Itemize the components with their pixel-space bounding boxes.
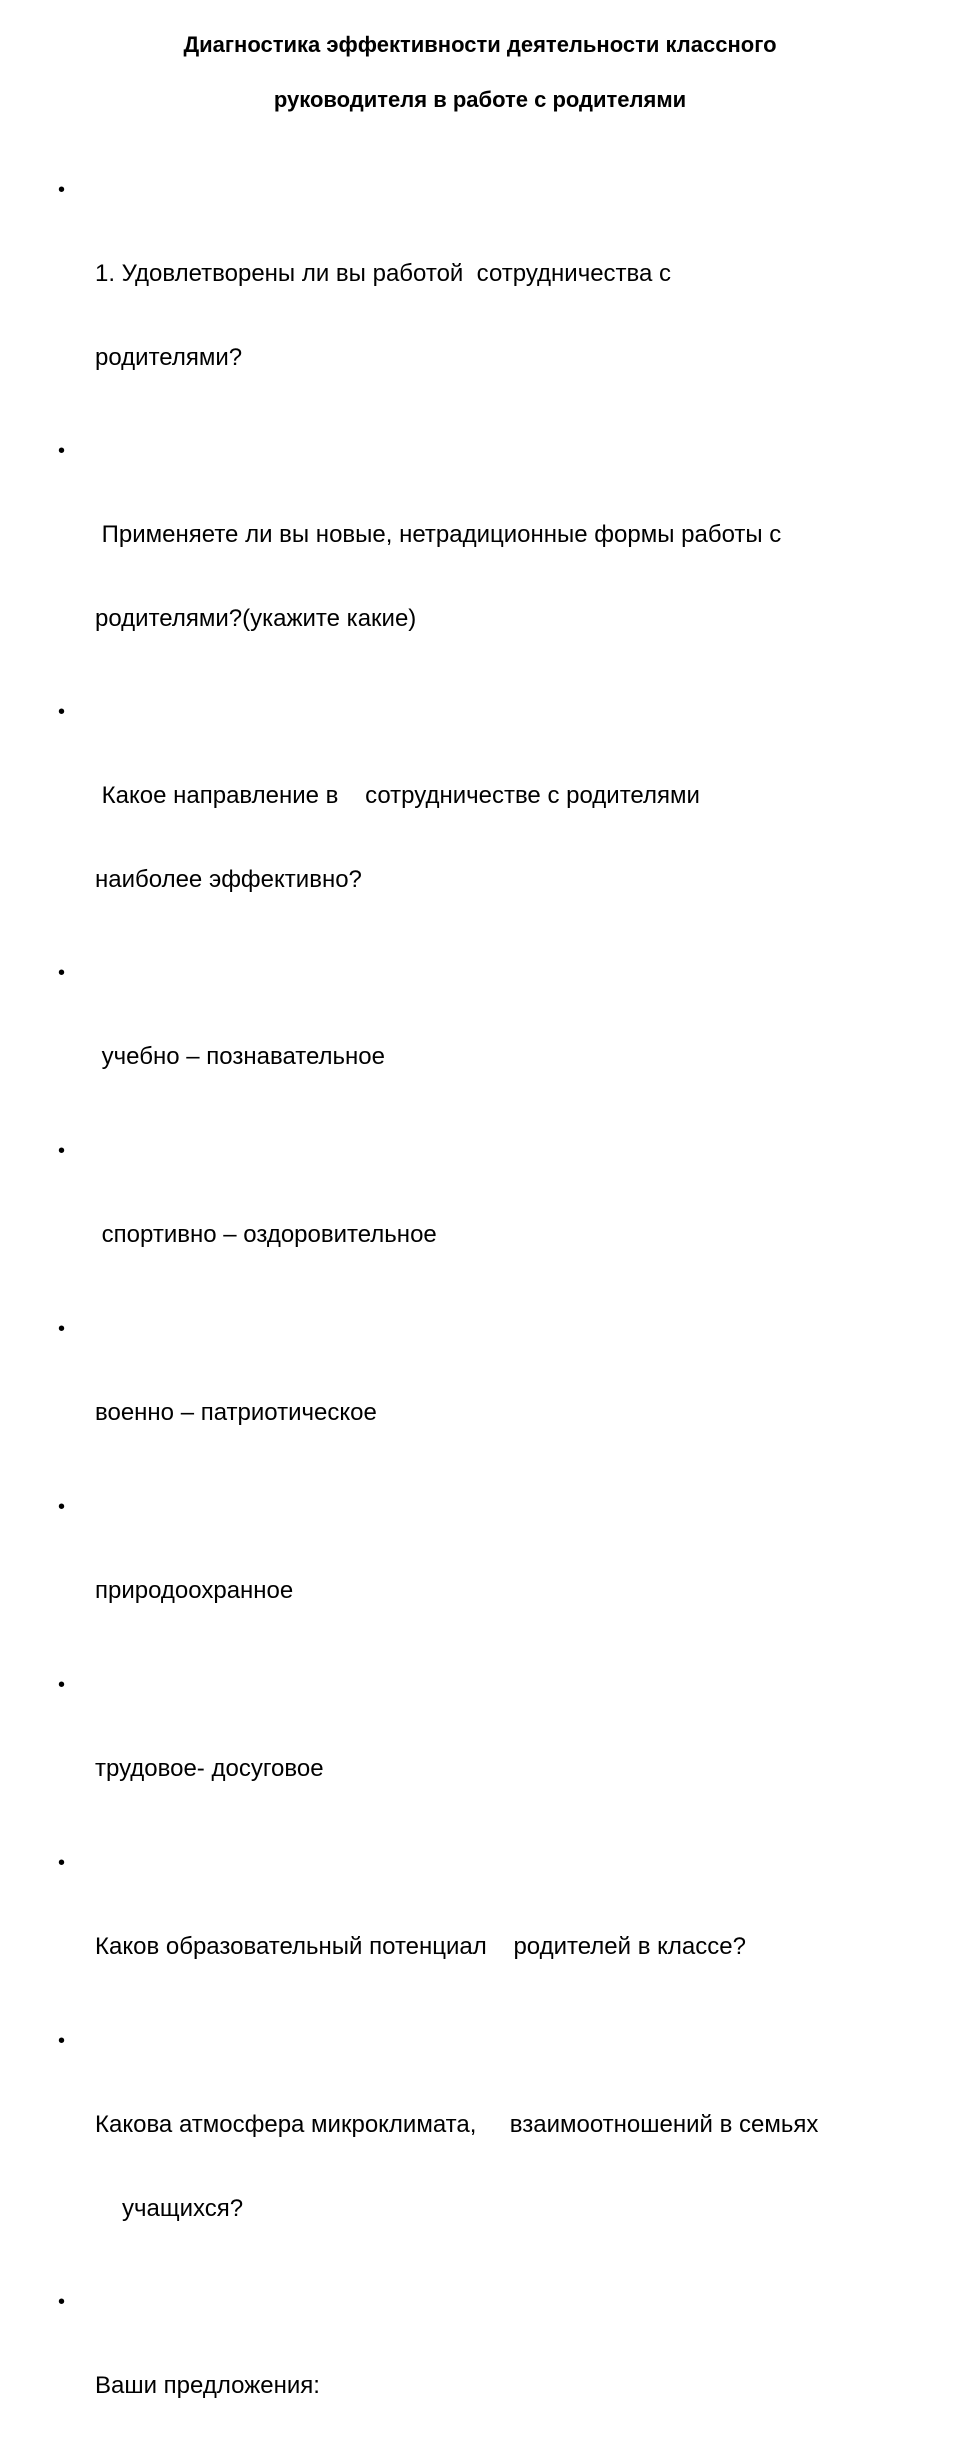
- list-item-line: природоохранное: [95, 1577, 294, 1604]
- list-item-line: родителями?: [95, 344, 243, 371]
- bullet-icon: •: [58, 179, 66, 201]
- bullet-icon: •: [58, 1852, 66, 1874]
- list-item-line: Каков образовательный потенциал родителей в классе?: [95, 1933, 746, 1960]
- list-item: [0, 1671, 960, 1839]
- bullet-icon: •: [58, 2291, 66, 2313]
- list-item-line: наиболее эффективно?: [95, 866, 362, 893]
- list-item-line: Какое направление в сотрудничестве с родителями: [95, 782, 700, 809]
- list-item: [0, 698, 960, 950]
- bullet-icon: •: [58, 1318, 66, 1340]
- bullet-icon: •: [58, 1496, 66, 1518]
- slide-title-line-1: Диагностика эффективности деятельности классного: [183, 32, 777, 57]
- list-item-line: спортивно – оздоровительное: [95, 1221, 437, 1248]
- list-item-line: Какова атмосфера микроклимата, взаимоотношений в семьях: [95, 2111, 819, 2138]
- bullet-icon: •: [58, 962, 66, 984]
- bullet-icon: •: [58, 1140, 66, 1162]
- list-item: [0, 2288, 960, 2456]
- list-item: [0, 1315, 960, 1483]
- bullet-icon: •: [58, 2030, 66, 2052]
- list-item-line: родителями?(укажите какие): [95, 605, 417, 632]
- bullet-icon: •: [58, 1674, 66, 1696]
- list-item: [0, 1849, 960, 2017]
- bullet-icon: •: [58, 701, 66, 723]
- list-item-line: Применяете ли вы новые, нетрадиционные формы работы с: [95, 521, 782, 548]
- list-item-line: Ваши предложения:: [95, 2372, 320, 2399]
- list-item-line: учебно – познавательное: [95, 1043, 385, 1070]
- bullet-icon: •: [58, 440, 66, 462]
- list-item-line: трудовое- досуговое: [95, 1755, 324, 1782]
- list-item-line: военно – патриотическое: [95, 1399, 377, 1426]
- list-item: [0, 176, 960, 428]
- list-item-line: учащихся?: [122, 2195, 244, 2222]
- list-item: [0, 2027, 960, 2279]
- question-list: [0, 176, 960, 2456]
- list-item: [0, 1137, 960, 1305]
- list-item-line: 1. Удовлетворены ли вы работой сотрудничества с: [95, 260, 672, 287]
- list-item: [0, 437, 960, 689]
- list-item: [0, 959, 960, 1127]
- slide-title-line-2: руководителя в работе с родителями: [273, 87, 687, 112]
- list-item: [0, 1493, 960, 1661]
